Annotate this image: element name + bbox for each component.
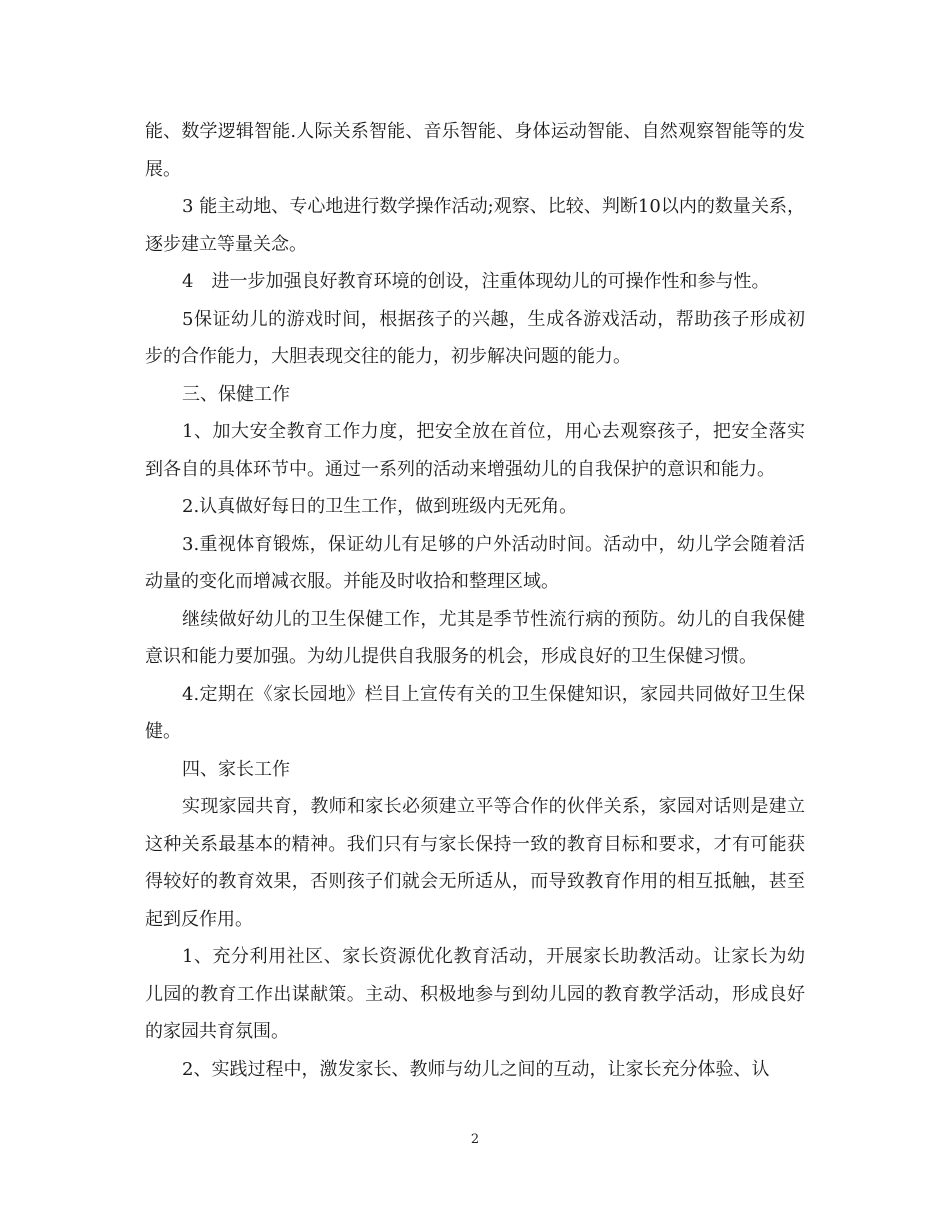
paragraph: 3 能主动地、专心地进行数学操作活动;观察、比较、判断10以内的数量关系，逐步建立等量关念。 bbox=[145, 196, 805, 255]
page-number: 2 bbox=[470, 1132, 480, 1147]
paragraph: 四、家长工作 bbox=[182, 758, 290, 780]
page-body bbox=[145, 113, 805, 1088]
paragraph: 4.定期在《家长园地》栏目上宣传有关的卫生保健知识，家园共同做好卫生保健。 bbox=[145, 683, 805, 742]
paragraph: 5保证幼儿的游戏时间，根据孩子的兴趣，生成各游戏活动，帮助孩子形成初步的合作能力，大胆表现交往的能力，初步解决问题的能力。 bbox=[145, 308, 805, 367]
paragraph: 4 进一步加强良好教育环境的创设，注重体现幼儿的可操作性和参与性。 bbox=[182, 271, 770, 292]
paragraph: 能、数学逻辑智能.人际关系智能、音乐智能、身体运动智能、自然观察智能等的发展。 bbox=[145, 121, 805, 180]
paragraph: 三、保健工作 bbox=[182, 383, 290, 405]
paragraph: 2.认真做好每日的卫生工作，做到班级内无死角。 bbox=[182, 496, 578, 517]
paragraph: 1、充分利用社区、家长资源优化教育活动，开展家长助教活动。让家长为幼儿园的教育工作出谋献策。主动、积极地参与到幼儿园的教育教学活动，形成良好的家园共育氛围。 bbox=[145, 946, 805, 1042]
paragraph: 实现家园共育，教师和家长必须建立平等合作的伙伴关系，家园对话则是建立这种关系最基本的精神。我们只有与家长保持一致的教育目标和要求，才有可能获得较好的教育效果，否则孩子们就会无所适从，而导致教育作用的相互抵触，甚至起到反作用。 bbox=[145, 796, 805, 930]
paragraph: 2、实践过程中，激发家长、教师与幼儿之间的互动，让家长充分体验、认 bbox=[182, 1058, 770, 1080]
paragraph: 3.重视体育锻炼，保证幼儿有足够的户外活动时间。活动中，幼儿学会随着活动量的变化而增减衣服。并能及时收拾和整理区域。 bbox=[145, 533, 805, 592]
paragraph: 1、加大安全教育工作力度，把安全放在首位，用心去观察孩子，把安全落实到各自的具体环节中。通过一系列的活动来增强幼儿的自我保护的意识和能力。 bbox=[145, 421, 805, 480]
paragraph: 继续做好幼儿的卫生保健工作，尤其是季节性流行病的预防。幼儿的自我保健意识和能力要加强。为幼儿提供自我服务的机会，形成良好的卫生保健习惯。 bbox=[145, 608, 805, 667]
